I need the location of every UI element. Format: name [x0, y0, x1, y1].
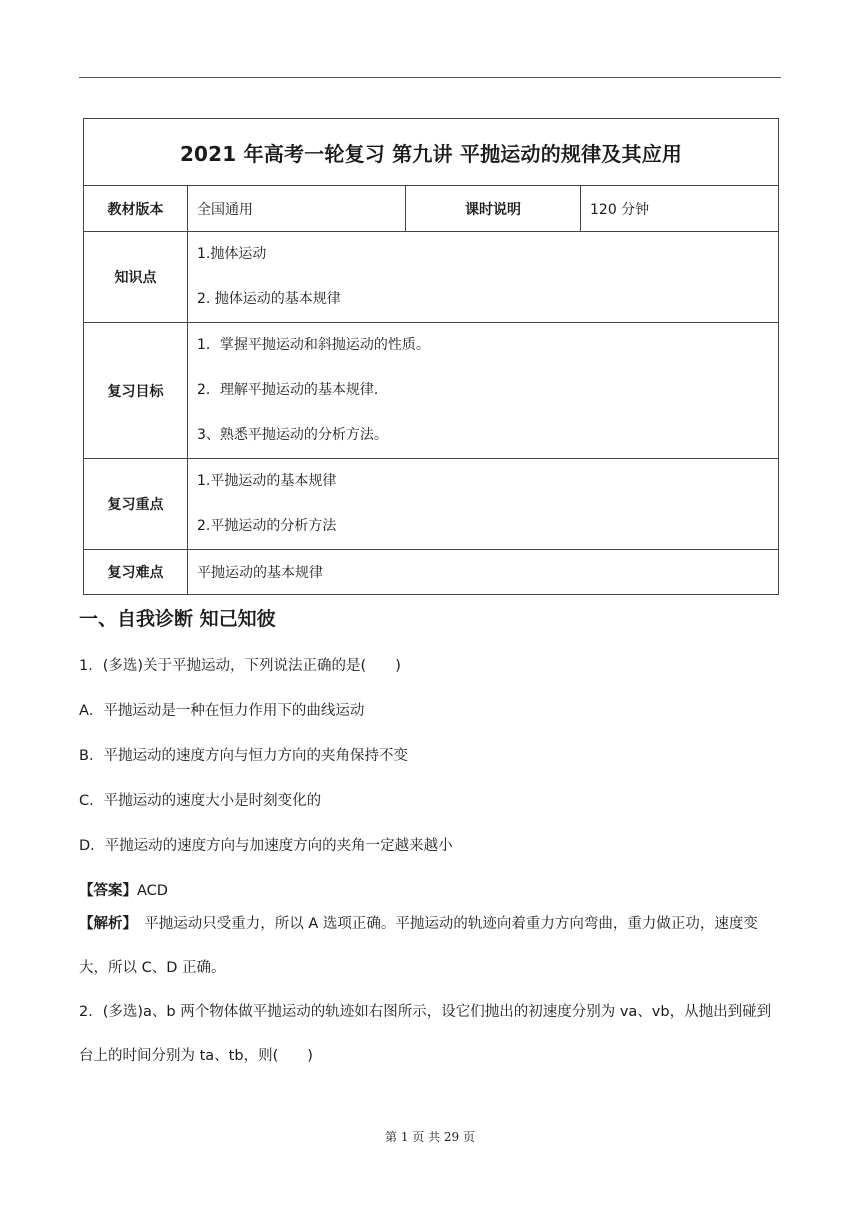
title-row	[84, 119, 779, 186]
knowledge-line: 1.抛体运动	[197, 246, 267, 262]
duration-label: 课时说明	[406, 186, 581, 232]
goals-content	[188, 323, 779, 459]
q1-option-b: B．平抛运动的速度方向与恒力方向的夹角保持不变	[79, 748, 408, 764]
document-title: 2021 年高考一轮复习 第九讲 平抛运动的规律及其应用	[84, 119, 779, 186]
header-rule	[79, 77, 781, 78]
q1-analysis	[79, 902, 782, 990]
goal-line: 3、熟悉平抛运动的分析方法。	[197, 427, 388, 443]
q1-option-c: C．平抛运动的速度大小是时刻变化的	[79, 793, 322, 809]
page-footer: 第 1 页 共 29 页	[385, 1130, 475, 1144]
answer-label: 【答案】	[79, 883, 137, 899]
knowledge-line: 2. 抛体运动的基本规律	[197, 291, 341, 307]
difficulty-value: 平抛运动的基本规律	[188, 550, 779, 595]
duration-value: 120 分钟	[581, 186, 779, 232]
q1-answer	[79, 879, 168, 900]
difficulty-label: 复习难点	[84, 550, 188, 595]
q1-option-d: D．平抛运动的速度方向与加速度方向的夹角一定越来越小	[79, 838, 453, 854]
edition-value: 全国通用	[188, 186, 406, 232]
edition-row	[84, 186, 779, 232]
section-heading: 一、自我诊断 知己知彼	[79, 608, 276, 630]
focus-line: 2.平抛运动的分析方法	[197, 518, 337, 534]
analysis-label: 【解析】	[79, 916, 130, 932]
answer-value: ACD	[137, 883, 168, 899]
difficulty-row	[84, 550, 779, 595]
knowledge-row	[84, 232, 779, 323]
focus-label: 复习重点	[84, 459, 188, 550]
q1-stem: 1．(多选)关于平抛运动，下列说法正确的是( )	[79, 658, 401, 674]
q2-stem: 2．(多选)a、b 两个物体做平抛运动的轨迹如右图所示，设它们抛出的初速度分别为 va、vb，从抛出到碰到台上的时间分别为 ta、tb，则( )	[79, 1004, 772, 1064]
analysis-text: 平抛运动只受重力，所以 A 选项正确。平抛运动的轨迹向着重力方向弯曲，重力做正功，速度变大，所以 C、D 正确。	[79, 916, 758, 976]
q1-option-a: A．平抛运动是一种在恒力作用下的曲线运动	[79, 703, 365, 719]
goal-line: 2．理解平抛运动的基本规律．	[197, 382, 388, 398]
knowledge-content	[188, 232, 779, 323]
knowledge-label: 知识点	[84, 232, 188, 323]
goal-line: 1．掌握平抛运动和斜抛运动的性质。	[197, 337, 430, 353]
edition-label: 教材版本	[84, 186, 188, 232]
goals-row	[84, 323, 779, 459]
course-info-table	[83, 118, 779, 595]
focus-row	[84, 459, 779, 550]
focus-line: 1.平抛运动的基本规律	[197, 473, 337, 489]
focus-content	[188, 459, 779, 550]
goals-label: 复习目标	[84, 323, 188, 459]
